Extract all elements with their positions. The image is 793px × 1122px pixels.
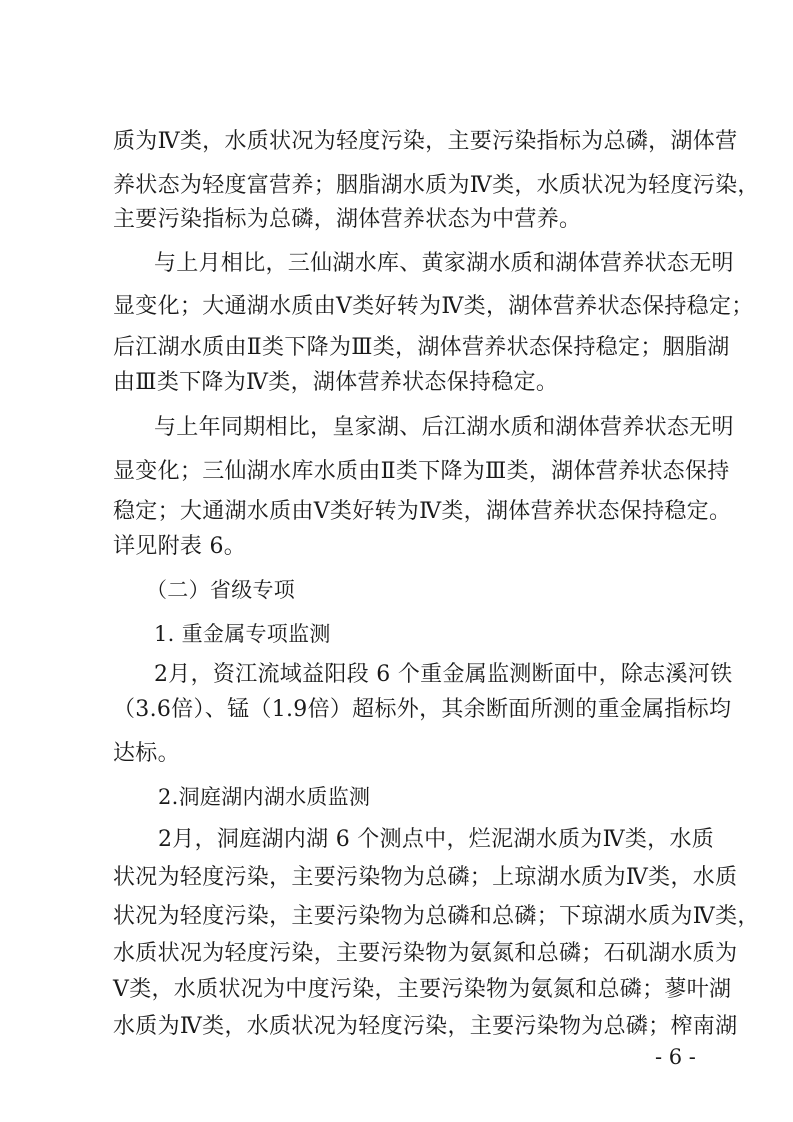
text-line: 稳定；大通湖水质由Ⅴ类好转为Ⅳ类，湖体营养状态保持稳定。 xyxy=(113,499,732,524)
subsection-heading: 2.洞庭湖内湖水质监测 xyxy=(158,785,371,809)
text-line: 达标。 xyxy=(113,741,180,766)
text-line: 质为Ⅳ类，水质状况为轻度污染，主要污染指标为总磷，湖体营 xyxy=(113,129,738,154)
text-line: 状况为轻度污染，主要污染物为总磷和总磷；下琼湖水质为Ⅳ类， xyxy=(113,904,760,929)
text-line: 水质状况为轻度污染，主要污染物为氨氮和总磷；石矶湖水质为 xyxy=(113,941,738,966)
text-line: 显变化；大通湖水质由Ⅴ类好转为Ⅳ类，湖体营养状态保持稳定； xyxy=(113,294,754,319)
text-line: 与上年同期相比，皇家湖、后江湖水质和湖体营养状态无明 xyxy=(154,415,734,440)
text-line: 详见附表 6。 xyxy=(113,534,247,559)
text-line: 与上月相比，三仙湖水库、黄家湖水质和湖体营养状态无明 xyxy=(154,251,734,276)
subsection-heading: 1. 重金属专项监测 xyxy=(154,622,331,646)
text-line: 由Ⅲ类下降为Ⅳ类，湖体营养状态保持稳定。 xyxy=(113,370,559,395)
page-number: - 6 - xyxy=(655,1045,696,1069)
text-line: 主要污染指标为总磷，湖体营养状态为中营养。 xyxy=(113,207,582,232)
text-line: 后江湖水质由Ⅱ类下降为Ⅲ类，湖体营养状态保持稳定；胭脂湖 xyxy=(113,335,730,360)
text-line: （3.6倍）、锰（1.9倍）超标外，其余断面所测的重金属指标均 xyxy=(113,697,732,722)
text-line: 2月，洞庭湖内湖 6 个测点中，烂泥湖水质为Ⅳ类，水质 xyxy=(158,827,715,852)
section-heading: （二）省级专项 xyxy=(146,578,296,602)
text-line: 状况为轻度污染，主要污染物为总磷；上琼湖水质为Ⅳ类，水质 xyxy=(113,865,738,890)
text-line: 显变化；三仙湖水库水质由Ⅱ类下降为Ⅲ类，湖体营养状态保持 xyxy=(113,459,730,484)
text-line: 水质为Ⅳ类，水质状况为轻度污染，主要污染物为总磷；榨南湖 xyxy=(113,1014,738,1039)
text-line: 养状态为轻度富营养；胭脂湖水质为Ⅳ类，水质状况为轻度污染， xyxy=(113,173,760,198)
text-line: Ⅴ类，水质状况为中度污染，主要污染物为氨氮和总磷；蓼叶湖 xyxy=(113,977,732,1002)
text-line: 2月，资江流域益阳段 6 个重金属监测断面中，除志溪河铁 xyxy=(154,662,733,687)
